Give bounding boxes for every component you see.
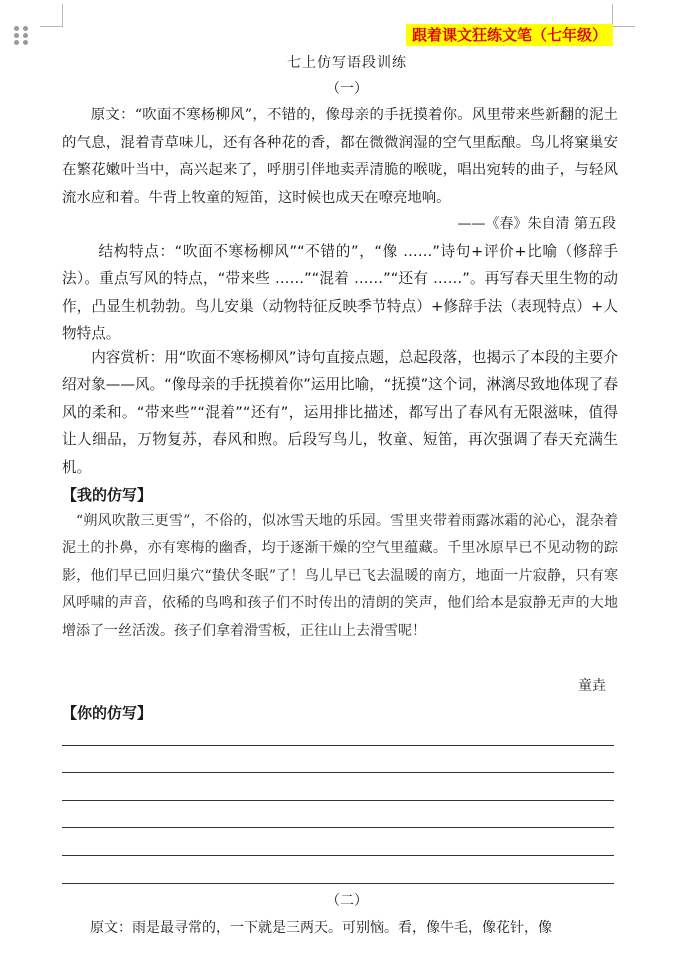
document-title: 七上仿写语段训练	[287, 55, 407, 71]
section-number-2: （二）	[326, 893, 368, 909]
my-imitation-text: “朔风吹散三更雪”，不俗的，似冰雪天地的乐园。雪里夹带着雨露冰霜的沁心，混杂着泥土的扑鼻，亦有寒梅的幽香，均于逐渐干燥的空气里蕴藏。千里冰原早已不见动物的踪影，他们早已回归巢穴“蛰伏冬眠”了！鸟儿早已飞去温暖的南方，地面一片寂静，只有寒风呼啸的声音，依稀的鸟鸣和孩子们不时传出的清朗的笑声，他们给本是寂静无声的大地增添了一丝活泼。孩子们拿着滑雪板，正往山上去滑雪呢！	[62, 513, 618, 639]
writing-line[interactable]	[62, 745, 614, 746]
original-text-1: 原文：“吹面不寒杨柳风”，不错的，像母亲的手抚摸着你。风里带来些新翻的泥土的气息，混着青草味儿，还有各种花的香，都在微微润湿的空气里酝酿。鸟儿将窠巢安在繁花嫩叶当中，高兴起来了，呼朋引伴地卖弄清脆的喉咙，唱出宛转的曲子，与轻风流水应和着。牛背上牧童的短笛，这时候也成天在嘹亮地响。	[62, 107, 618, 206]
drag-handle-icon[interactable]	[14, 26, 28, 46]
imitation-author: 童垚	[578, 678, 606, 694]
writing-line[interactable]	[62, 827, 614, 828]
section-number-1: （一）	[326, 81, 368, 97]
writing-area[interactable]	[62, 745, 614, 882]
crop-mark-top-left	[40, 4, 63, 27]
source-attribution: ——《春》朱自清 第五段	[457, 216, 616, 232]
writing-line[interactable]	[62, 855, 614, 856]
content-appreciation: 内容赏析：用“吹面不寒杨柳风”诗句直接点题，总起段落，也揭示了本段的主要介绍对象——风。“像母亲的手抚摸着你”运用比喻，“抚摸”这个词，淋漓尽致地体现了春风的柔和。“带来些”“混着”“还有”，运用排比描述，都写出了春风有无限滋味，值得让人细品，万物复苏，春风和煦。后段写鸟儿，牧童、短笛，再次强调了春天充满生机。	[62, 349, 618, 476]
your-imitation-heading: 【你的仿写】	[62, 704, 153, 722]
writing-line[interactable]	[62, 883, 614, 884]
original-text-2: 原文：雨是最寻常的，一下就是三两天。可别恼。看，像牛毛，像花针，像	[90, 920, 552, 936]
writing-line[interactable]	[62, 800, 614, 801]
crop-mark-top-right	[612, 4, 635, 27]
my-imitation-heading: 【我的仿写】	[62, 486, 153, 504]
brand-tag: 跟着课文狂练文笔（七年级）	[406, 24, 613, 46]
structure-analysis: 结构特点：“吹面不寒杨柳风”“不错的”，“像 ……”诗句+评价+比喻（修辞手法）。重点写风的特点，“带来些 ……”“混着 ……”“还有 ……”。再写春天里生物的动作，凸显生机勃勃。鸟儿安巢（动物特征反映季节特点）+修辞手法（表现特点）+人物特点。	[62, 243, 618, 343]
writing-line[interactable]	[62, 772, 614, 773]
